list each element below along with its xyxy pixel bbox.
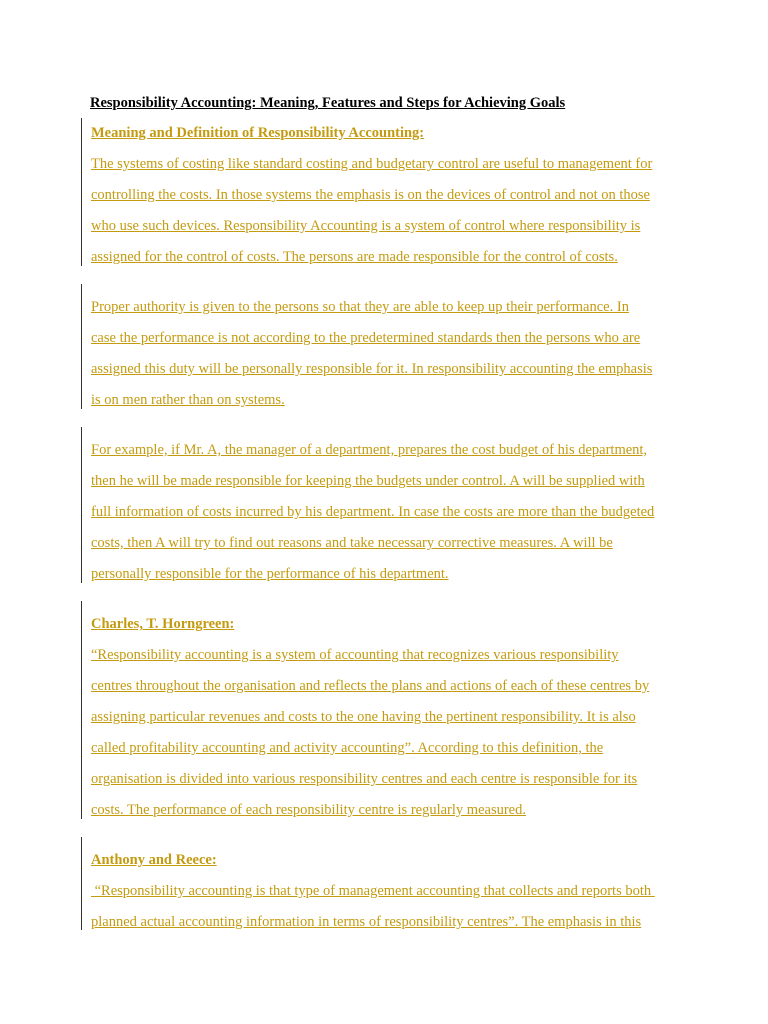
quote-line: called profitability accounting and activity accounting”. According to this definition, the	[91, 740, 604, 756]
text-line: is on men rather than on systems.	[91, 392, 285, 408]
quote-line: “Responsibility accounting is a system of accounting that recognizes various responsibility	[91, 647, 619, 663]
paragraph-block-horngreen	[81, 601, 692, 819]
text-line: The systems of costing like standard costing and budgetary control are useful to management for	[91, 156, 653, 172]
section-heading: Meaning and Definition of Responsibility Accounting:	[91, 125, 425, 141]
text-line: costs, then A will try to find out reasons and take necessary corrective measures. A will be	[91, 535, 613, 551]
paragraph-block-authority	[81, 284, 692, 409]
paragraph-block-anthony-reece	[81, 837, 692, 930]
quote-line: centres throughout the organisation and reflects the plans and actions of each of these centres by	[91, 678, 650, 694]
text-line: case the performance is not according to the predetermined standards then the persons who are	[91, 330, 641, 346]
text-line: full information of costs incurred by his department. In case the costs are more than the budgeted	[91, 504, 655, 520]
text-line: For example, if Mr. A, the manager of a department, prepares the cost budget of his department,	[91, 442, 648, 458]
text-line: personally responsible for the performance of his department.	[91, 566, 449, 582]
section-heading: Charles, T. Horngreen:	[91, 616, 235, 632]
text-line: organisation is divided into various responsibility centres and each centre is responsible for its	[91, 771, 638, 787]
quote-line: “Responsibility accounting is that type of management accounting that collects and reports both	[91, 883, 655, 899]
text-line: assigned this duty will be personally responsible for it. In responsibility accounting the emphasis	[91, 361, 653, 377]
text-line: who use such devices. Responsibility Accounting is a system of control where responsibility is	[91, 218, 641, 234]
document-title: Responsibility Accounting: Meaning, Features and Steps for Achieving Goals	[90, 95, 566, 111]
text-line: controlling the costs. In those systems the emphasis is on the devices of control and not on those	[91, 187, 650, 203]
section-heading: Anthony and Reece:	[91, 852, 217, 868]
paragraph-block-meaning	[81, 118, 692, 266]
text-line: costs. The performance of each responsibility centre is regularly measured.	[91, 802, 526, 818]
quote-line: assigning particular revenues and costs to the one having the pertinent responsibility. It is also	[91, 709, 636, 725]
paragraph-block-example	[81, 427, 692, 583]
text-line: then he will be made responsible for keeping the budgets under control. A will be supplied with	[91, 473, 645, 489]
text-line: assigned for the control of costs. The persons are made responsible for the control of costs.	[91, 249, 618, 265]
quote-line: planned actual accounting information in terms of responsibility centres”. The emphasis in this	[91, 914, 642, 930]
text-line: Proper authority is given to the persons so that they are able to keep up their performance. In	[91, 299, 629, 315]
